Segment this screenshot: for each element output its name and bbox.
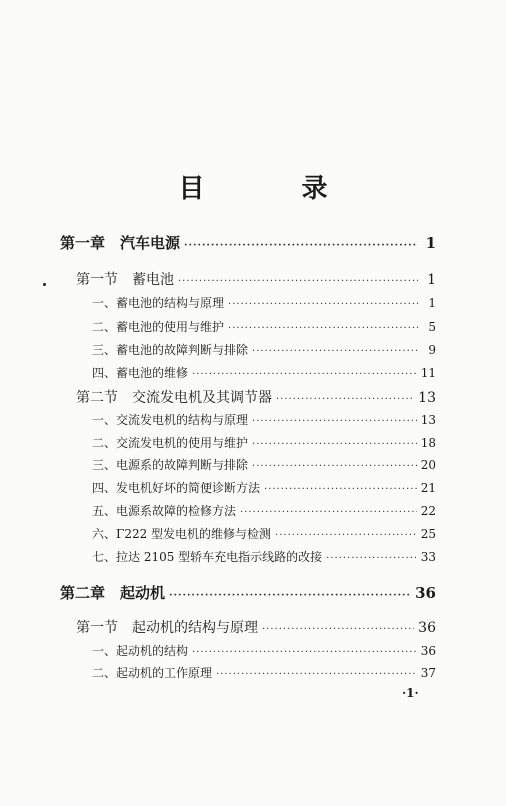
toc-entry-title: 四、蓄电池的维修 <box>92 366 189 380</box>
leader-dots <box>192 369 417 380</box>
toc-page-number: 11 <box>420 366 436 380</box>
toc-entry-title: 五、电源系故障的检修方法 <box>92 504 237 518</box>
toc-entry-title: 二、交流发电机的使用与维护 <box>92 436 249 450</box>
leader-dots <box>169 590 411 601</box>
toc-item[interactable] <box>92 456 436 473</box>
toc-page-number: 36 <box>415 584 436 602</box>
leader-dots <box>192 647 417 658</box>
toc-page-number: 13 <box>418 390 436 406</box>
toc-section-1-1[interactable] <box>76 269 436 289</box>
toc-chapter-2[interactable] <box>60 582 436 603</box>
margin-dot <box>43 283 46 286</box>
leader-dots <box>216 669 417 680</box>
leader-dots <box>240 507 417 518</box>
toc-item[interactable] <box>92 294 436 311</box>
toc-item[interactable] <box>92 502 436 519</box>
toc-page-number: 1 <box>427 272 436 288</box>
page-folio: ·1· <box>402 686 419 700</box>
toc-page-number: 1 <box>425 234 436 252</box>
toc-entry-title: 第二节 交流发电机及其调节器 <box>76 390 272 406</box>
leader-dots <box>326 553 417 564</box>
leader-dots <box>252 346 418 357</box>
toc-page-number: 1 <box>428 296 436 310</box>
toc-entry-title: 四、发电机好坏的简便诊断方法 <box>92 481 261 495</box>
toc-item[interactable] <box>92 525 436 542</box>
toc-page-number: 22 <box>420 504 436 518</box>
toc-page-number: 37 <box>420 666 436 680</box>
toc-entry-title: 一、起动机的结构 <box>92 644 189 658</box>
toc-entry-title: 二、起动机的工作原理 <box>92 666 213 680</box>
toc-item[interactable] <box>92 434 436 451</box>
toc-page-number: 33 <box>420 550 436 564</box>
leader-dots <box>262 624 414 635</box>
toc-section-1-2[interactable] <box>76 387 436 407</box>
toc-item[interactable] <box>92 479 436 496</box>
toc-entry-title: 一、交流发电机的结构与原理 <box>92 413 249 427</box>
leader-dots <box>275 530 417 541</box>
toc-page-number: 9 <box>428 343 436 357</box>
leader-dots <box>228 299 418 310</box>
toc-page-number: 36 <box>420 644 436 658</box>
toc-entry-title: 第一节 蓄电池 <box>76 272 174 288</box>
toc-page-number: 5 <box>428 320 436 334</box>
leader-dots <box>184 240 418 251</box>
toc-section-2-1[interactable] <box>76 617 436 637</box>
toc-entry-title: 三、蓄电池的故障判断与排除 <box>92 343 249 357</box>
toc-entry-title: 第一章 汽车电源 <box>60 234 181 252</box>
toc-entry-title: 二、蓄电池的使用与维护 <box>92 320 225 334</box>
leader-dots <box>252 439 417 450</box>
leader-dots <box>276 394 414 405</box>
leader-dots <box>252 416 417 427</box>
toc-entry-title: 六、Γ222 型发电机的维修与检测 <box>92 527 272 541</box>
toc-page-number: 21 <box>420 481 436 495</box>
leader-dots <box>228 323 418 334</box>
toc-page-number: 25 <box>420 527 436 541</box>
toc-chapter-1[interactable] <box>60 232 436 253</box>
leader-dots <box>264 484 417 495</box>
toc-entry-title: 七、拉达 2105 型轿车充电指示线路的改接 <box>92 550 323 564</box>
toc-item[interactable] <box>92 411 436 428</box>
toc-entry-title: 第一节 起动机的结构与原理 <box>76 620 258 636</box>
toc-item[interactable] <box>92 341 436 358</box>
toc-item[interactable] <box>92 548 436 565</box>
leader-dots <box>178 276 418 287</box>
toc-entry-title: 三、电源系的故障判断与排除 <box>92 458 249 472</box>
toc-page-number: 18 <box>420 436 436 450</box>
leader-dots <box>252 461 417 472</box>
toc-item[interactable] <box>92 364 436 381</box>
toc-page-number: 36 <box>418 620 436 636</box>
page-title: 目 录 <box>178 174 372 204</box>
toc-item[interactable] <box>92 318 436 335</box>
toc-item[interactable] <box>92 642 436 659</box>
toc-item[interactable] <box>92 664 436 681</box>
toc-entry-title: 第二章 起动机 <box>60 584 166 602</box>
toc-page-number: 13 <box>420 413 436 427</box>
toc-page-number: 20 <box>420 458 436 472</box>
toc-entry-title: 一、蓄电池的结构与原理 <box>92 296 225 310</box>
